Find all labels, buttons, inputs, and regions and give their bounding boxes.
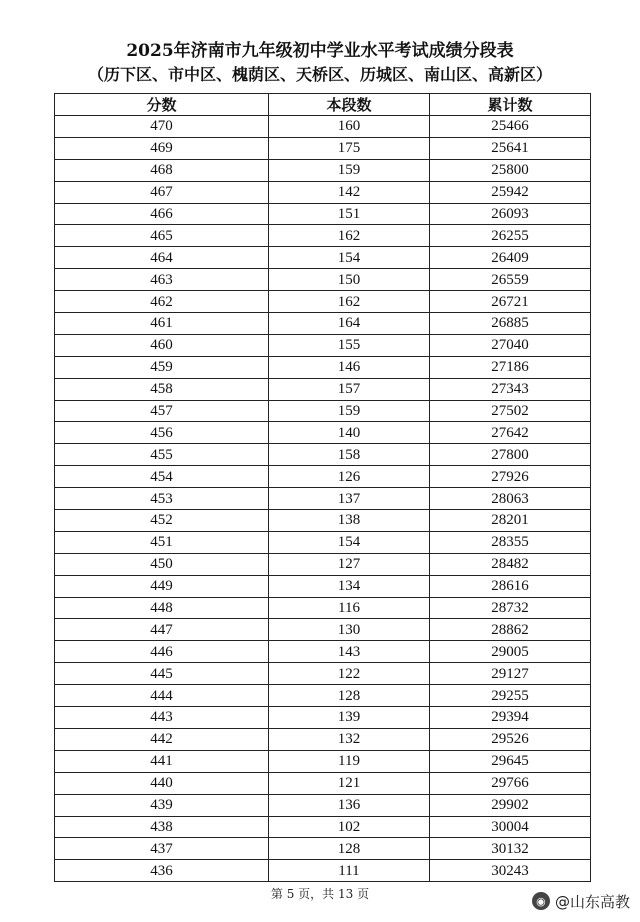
score-cell: 437 — [55, 838, 269, 860]
score-cell: 451 — [55, 531, 269, 553]
cumulative-count-cell: 29766 — [430, 772, 591, 794]
segment-count-cell: 102 — [269, 816, 430, 838]
table-row — [55, 772, 591, 794]
segment-count-cell: 137 — [269, 488, 430, 510]
segment-count-cell: 128 — [269, 838, 430, 860]
cumulative-count-cell: 25641 — [430, 137, 591, 159]
segment-count-cell: 154 — [269, 531, 430, 553]
score-cell: 445 — [55, 663, 269, 685]
table-row — [55, 203, 591, 225]
cumulative-count-cell: 26721 — [430, 291, 591, 313]
table-row — [55, 531, 591, 553]
segment-count-cell: 134 — [269, 575, 430, 597]
table-row — [55, 116, 591, 138]
cumulative-count-cell: 27186 — [430, 356, 591, 378]
table-row — [55, 247, 591, 269]
table-row — [55, 575, 591, 597]
watermark — [528, 888, 634, 914]
table-row — [55, 159, 591, 181]
cumulative-count-cell: 27926 — [430, 466, 591, 488]
table-row — [55, 422, 591, 444]
segment-count-cell: 130 — [269, 619, 430, 641]
segment-count-cell: 151 — [269, 203, 430, 225]
cumulative-count-cell: 29005 — [430, 641, 591, 663]
page-footer: 第 5 页，共 13 页 — [270, 887, 370, 901]
segment-count-cell: 132 — [269, 728, 430, 750]
cumulative-count-cell: 28616 — [430, 575, 591, 597]
cumulative-count-cell: 28862 — [430, 619, 591, 641]
segment-count-cell: 146 — [269, 356, 430, 378]
segment-count-cell: 116 — [269, 597, 430, 619]
score-cell: 464 — [55, 247, 269, 269]
cumulative-count-cell: 29902 — [430, 794, 591, 816]
score-cell: 446 — [55, 641, 269, 663]
segment-count-cell: 159 — [269, 159, 430, 181]
segment-count-cell: 111 — [269, 860, 430, 882]
table-row — [55, 466, 591, 488]
segment-count-cell: 175 — [269, 137, 430, 159]
score-cell: 448 — [55, 597, 269, 619]
cumulative-count-cell: 26093 — [430, 203, 591, 225]
cumulative-count-cell: 27800 — [430, 444, 591, 466]
segment-count-cell: 142 — [269, 181, 430, 203]
cumulative-count-cell: 29255 — [430, 685, 591, 707]
score-cell: 456 — [55, 422, 269, 444]
table-row — [55, 707, 591, 729]
cumulative-count-cell: 29645 — [430, 750, 591, 772]
table-row — [55, 313, 591, 335]
score-cell: 470 — [55, 116, 269, 138]
column-header-score: 分数 — [55, 94, 269, 116]
table-row — [55, 488, 591, 510]
segment-count-cell: 143 — [269, 641, 430, 663]
cumulative-count-cell: 28732 — [430, 597, 591, 619]
score-cell: 469 — [55, 137, 269, 159]
cumulative-count-cell: 26409 — [430, 247, 591, 269]
table-row — [55, 269, 591, 291]
cumulative-count-cell: 27040 — [430, 334, 591, 356]
cumulative-count-cell: 26255 — [430, 225, 591, 247]
table-row — [55, 181, 591, 203]
score-cell: 441 — [55, 750, 269, 772]
segment-count-cell: 136 — [269, 794, 430, 816]
segment-count-cell: 126 — [269, 466, 430, 488]
score-cell: 447 — [55, 619, 269, 641]
cumulative-count-cell: 28201 — [430, 510, 591, 532]
cumulative-count-cell: 28482 — [430, 553, 591, 575]
table-row — [55, 794, 591, 816]
score-cell: 443 — [55, 707, 269, 729]
segment-count-cell: 122 — [269, 663, 430, 685]
table-row — [55, 553, 591, 575]
score-cell: 465 — [55, 225, 269, 247]
score-cell: 444 — [55, 685, 269, 707]
table-row — [55, 750, 591, 772]
cumulative-count-cell: 27502 — [430, 400, 591, 422]
table-row — [55, 378, 591, 400]
segment-count-cell: 119 — [269, 750, 430, 772]
segment-count-cell: 164 — [269, 313, 430, 335]
score-cell: 442 — [55, 728, 269, 750]
cumulative-count-cell: 29127 — [430, 663, 591, 685]
weibo-icon: ◉ — [532, 892, 550, 910]
table-row — [55, 838, 591, 860]
table-row — [55, 225, 591, 247]
table-row — [55, 444, 591, 466]
segment-count-cell: 157 — [269, 378, 430, 400]
segment-count-cell: 140 — [269, 422, 430, 444]
cumulative-count-cell: 29526 — [430, 728, 591, 750]
segment-count-cell: 158 — [269, 444, 430, 466]
table-row — [55, 334, 591, 356]
document-title: 2025年济南市九年级初中学业水平考试成绩分段表 — [126, 41, 514, 61]
table-row — [55, 619, 591, 641]
cumulative-count-cell: 27343 — [430, 378, 591, 400]
score-cell: 440 — [55, 772, 269, 794]
document-subtitle: （历下区、市中区、槐荫区、天桥区、历城区、南山区、高新区） — [87, 65, 552, 84]
column-header-cumulative-count: 累计数 — [430, 94, 591, 116]
segment-count-cell: 162 — [269, 225, 430, 247]
score-cell: 455 — [55, 444, 269, 466]
table-row — [55, 510, 591, 532]
cumulative-count-cell: 30243 — [430, 860, 591, 882]
score-cell: 449 — [55, 575, 269, 597]
table-body — [55, 116, 591, 882]
cumulative-count-cell: 28355 — [430, 531, 591, 553]
cumulative-count-cell: 25466 — [430, 116, 591, 138]
table-row — [55, 663, 591, 685]
score-cell: 454 — [55, 466, 269, 488]
score-cell: 460 — [55, 334, 269, 356]
score-cell: 453 — [55, 488, 269, 510]
column-header-segment-count: 本段数 — [269, 94, 430, 116]
segment-count-cell: 159 — [269, 400, 430, 422]
table-header-row — [55, 94, 591, 116]
cumulative-count-cell: 30004 — [430, 816, 591, 838]
score-cell: 459 — [55, 356, 269, 378]
segment-count-cell: 138 — [269, 510, 430, 532]
score-cell: 463 — [55, 269, 269, 291]
table-row — [55, 728, 591, 750]
score-cell: 458 — [55, 378, 269, 400]
cumulative-count-cell: 26559 — [430, 269, 591, 291]
cumulative-count-cell: 30132 — [430, 838, 591, 860]
segment-count-cell: 162 — [269, 291, 430, 313]
cumulative-count-cell: 27642 — [430, 422, 591, 444]
table-row — [55, 356, 591, 378]
table-row — [55, 137, 591, 159]
table-row — [55, 816, 591, 838]
score-cell: 468 — [55, 159, 269, 181]
table-row — [55, 400, 591, 422]
cumulative-count-cell: 25942 — [430, 181, 591, 203]
segment-count-cell: 160 — [269, 116, 430, 138]
cumulative-count-cell: 28063 — [430, 488, 591, 510]
score-cell: 457 — [55, 400, 269, 422]
score-cell: 461 — [55, 313, 269, 335]
segment-count-cell: 155 — [269, 334, 430, 356]
segment-count-cell: 154 — [269, 247, 430, 269]
table-row — [55, 860, 591, 882]
score-cell: 467 — [55, 181, 269, 203]
watermark-text: @山东高教 — [554, 892, 630, 911]
segment-count-cell: 128 — [269, 685, 430, 707]
table-row — [55, 685, 591, 707]
cumulative-count-cell: 25800 — [430, 159, 591, 181]
score-cell: 462 — [55, 291, 269, 313]
segment-count-cell: 150 — [269, 269, 430, 291]
table-row — [55, 291, 591, 313]
table-row — [55, 641, 591, 663]
score-cell: 452 — [55, 510, 269, 532]
score-cell: 436 — [55, 860, 269, 882]
segment-count-cell: 127 — [269, 553, 430, 575]
cumulative-count-cell: 29394 — [430, 707, 591, 729]
score-cell: 450 — [55, 553, 269, 575]
segment-count-cell: 121 — [269, 772, 430, 794]
score-cell: 438 — [55, 816, 269, 838]
table-row — [55, 597, 591, 619]
score-cell: 439 — [55, 794, 269, 816]
cumulative-count-cell: 26885 — [430, 313, 591, 335]
score-cell: 466 — [55, 203, 269, 225]
score-distribution-table — [54, 93, 591, 882]
segment-count-cell: 139 — [269, 707, 430, 729]
